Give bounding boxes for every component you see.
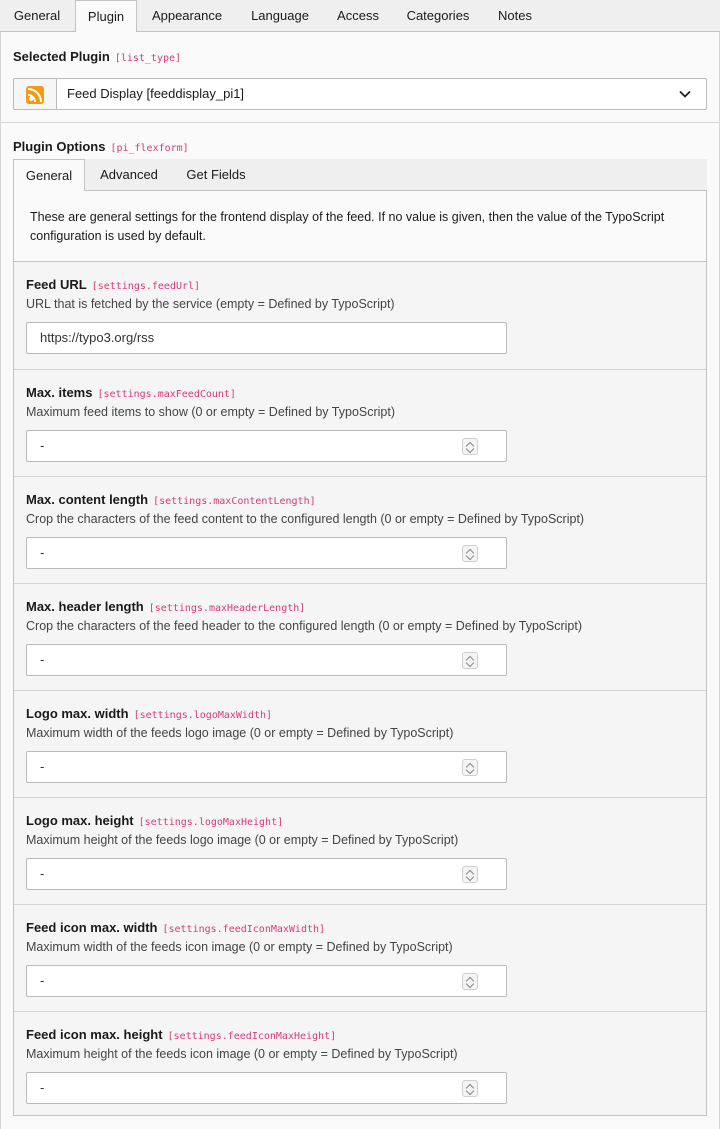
field-logo-max-width bbox=[14, 690, 706, 797]
plugin-icon-box bbox=[14, 79, 57, 109]
field-title: Logo max. width bbox=[26, 706, 129, 721]
input-value: - bbox=[40, 652, 45, 667]
input-value: - bbox=[40, 438, 45, 453]
field-label bbox=[26, 1027, 336, 1042]
stepper-icon[interactable] bbox=[462, 866, 478, 883]
feed-icon-max-width-input[interactable] bbox=[26, 965, 507, 997]
selected-plugin-label bbox=[13, 49, 181, 64]
field-hint: Maximum height of the feeds icon image (0 or empty = Defined by TypoScript) bbox=[26, 1047, 458, 1061]
tab-categories[interactable]: Categories bbox=[406, 8, 470, 23]
field-label bbox=[26, 599, 305, 614]
selected-plugin-title: Selected Plugin bbox=[13, 49, 110, 64]
field-hint: Maximum width of the feeds icon image (0 or empty = Defined by TypoScript) bbox=[26, 940, 453, 954]
stepper-icon[interactable] bbox=[462, 973, 478, 990]
field-title: Max. content length bbox=[26, 492, 149, 507]
input-value: - bbox=[40, 545, 45, 560]
field-hint: Crop the characters of the feed header to the configured length (0 or empty = Defined by TypoScript) bbox=[26, 619, 582, 633]
feed-icon-max-height-input[interactable] bbox=[26, 1072, 507, 1104]
stepper-icon[interactable] bbox=[462, 759, 478, 776]
stepper-icon[interactable] bbox=[462, 438, 478, 455]
field-code: [settings.maxFeedCount] bbox=[97, 389, 236, 400]
field-hint: Maximum height of the feeds logo image (0 or empty = Defined by TypoScript) bbox=[26, 833, 459, 847]
field-code: [settings.feedUrl] bbox=[91, 281, 201, 292]
field-max-header-length bbox=[14, 583, 706, 690]
stepper-icon[interactable] bbox=[462, 652, 478, 669]
plugin-options-code: [pi_flexform] bbox=[110, 143, 189, 154]
field-max-content-length bbox=[14, 476, 706, 583]
logo-max-height-input[interactable] bbox=[26, 858, 507, 890]
tab-notes[interactable]: Notes bbox=[498, 8, 532, 23]
max-content-length-input[interactable] bbox=[26, 537, 507, 569]
fields-container bbox=[13, 261, 707, 1116]
field-code: [settings.logoMaxWidth] bbox=[133, 710, 273, 721]
field-max-items bbox=[14, 369, 706, 476]
stepper-icon[interactable] bbox=[462, 545, 478, 562]
field-label bbox=[26, 813, 283, 828]
field-label bbox=[26, 492, 316, 507]
max-header-length-input[interactable] bbox=[26, 644, 507, 676]
plugin-options-label bbox=[13, 139, 189, 154]
field-feed-icon-max-height bbox=[14, 1011, 706, 1115]
field-title: Feed icon max. width bbox=[26, 920, 158, 935]
field-code: [settings.feedIconMaxWidth] bbox=[162, 924, 326, 935]
field-label bbox=[26, 385, 236, 400]
input-value: - bbox=[40, 866, 45, 881]
field-title: Max. header length bbox=[26, 599, 144, 614]
tab-access[interactable]: Access bbox=[337, 8, 379, 23]
field-title: Max. items bbox=[26, 385, 93, 400]
feed-url-input[interactable]: https://typo3.org/rss bbox=[26, 322, 507, 354]
tab-plugin[interactable]: Plugin bbox=[75, 0, 137, 33]
field-logo-max-height bbox=[14, 797, 706, 904]
tab-options-advanced[interactable]: Advanced bbox=[100, 167, 158, 182]
tab-appearance[interactable]: Appearance bbox=[151, 8, 223, 23]
plugin-options-title: Plugin Options bbox=[13, 139, 106, 154]
field-label bbox=[26, 706, 272, 721]
field-title: Feed icon max. height bbox=[26, 1027, 163, 1042]
field-code: [settings.logoMaxHeight] bbox=[138, 817, 284, 828]
field-feed-url bbox=[14, 262, 706, 369]
field-title: Logo max. height bbox=[26, 813, 134, 828]
logo-max-width-input[interactable] bbox=[26, 751, 507, 783]
field-code: [settings.feedIconMaxHeight] bbox=[167, 1031, 337, 1042]
field-hint: URL that is fetched by the service (empty = Defined by TypoScript) bbox=[26, 297, 395, 311]
stepper-icon[interactable] bbox=[462, 1080, 478, 1097]
field-code: [settings.maxContentLength] bbox=[153, 496, 316, 507]
tab-options-general[interactable]: General bbox=[13, 159, 85, 192]
rss-icon bbox=[26, 86, 44, 104]
plugin-options-tabs bbox=[13, 159, 707, 191]
plugin-select-value: Feed Display [feeddisplay_pi1] bbox=[67, 86, 245, 101]
field-feed-icon-max-width bbox=[14, 904, 706, 1011]
field-hint: Crop the characters of the feed content to the configured length (0 or empty = Defined by TypoScript) bbox=[26, 512, 585, 526]
plugin-options-description: These are general settings for the frontend display of the feed. If no value is given, then the value of the TypoScript configuration is used by default. bbox=[13, 191, 707, 261]
field-label bbox=[26, 920, 325, 935]
section-divider bbox=[0, 122, 720, 123]
field-label bbox=[26, 277, 200, 292]
field-code: [settings.maxHeaderLength] bbox=[148, 603, 306, 614]
tab-language[interactable]: Language bbox=[251, 8, 309, 23]
field-title: Feed URL bbox=[26, 277, 87, 292]
plugin-select[interactable] bbox=[13, 78, 707, 110]
tab-options-get-fields[interactable]: Get Fields bbox=[186, 167, 246, 182]
chevron-down-icon bbox=[678, 87, 692, 101]
input-value: - bbox=[40, 1080, 45, 1095]
field-hint: Maximum width of the feeds logo image (0 or empty = Defined by TypoScript) bbox=[26, 726, 454, 740]
top-tab-bar bbox=[0, 0, 720, 32]
tab-general[interactable]: General bbox=[13, 8, 61, 23]
max-items-input[interactable] bbox=[26, 430, 507, 462]
field-hint: Maximum feed items to show (0 or empty = Defined by TypoScript) bbox=[26, 405, 396, 419]
selected-plugin-code: [list_type] bbox=[114, 53, 182, 64]
input-value: - bbox=[40, 973, 45, 988]
input-value: - bbox=[40, 759, 45, 774]
